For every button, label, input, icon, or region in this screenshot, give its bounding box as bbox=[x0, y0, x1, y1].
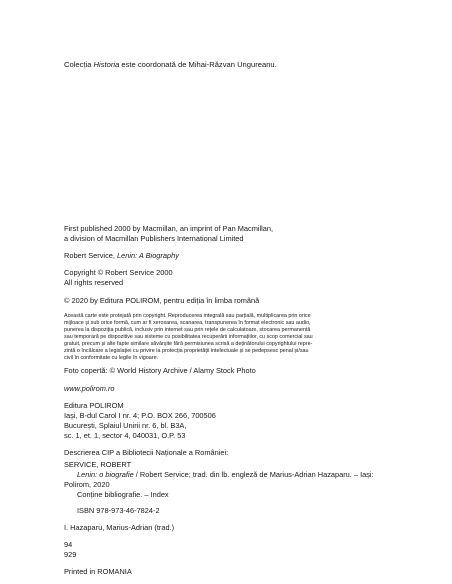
first-published-line-1: First published 2000 by Macmillan, an imprint of Pan Macmillan, bbox=[64, 224, 274, 233]
printed-in: Printed in ROMANIA bbox=[64, 567, 132, 576]
edition-notice: © 2020 by Editura POLIROM, pentru ediția în limba română bbox=[64, 296, 260, 305]
classification-1: 94 bbox=[64, 540, 73, 549]
original-author: Robert Service, bbox=[64, 251, 117, 260]
cip-description: / Robert Service; trad. din lb. engleză de Marius-Adrian Hazaparu. – Iași: bbox=[133, 470, 374, 479]
legal-notice-line: sau temporară pe dispozitive sau sisteme cu posibilitatea recuperării informațiilor, cu scop comercial sau bbox=[64, 334, 313, 340]
original-title: Lenin: A Biography bbox=[117, 251, 179, 260]
cip-contents: Conține bibliografie. – Index bbox=[77, 490, 169, 499]
legal-notice-line: mijloace și sub orice formă, cum ar fi xeroxarea, scanarea, transpunerea în format electronic sau audio, bbox=[64, 320, 311, 326]
cip-author: SERVICE, ROBERT bbox=[64, 460, 132, 469]
website-text: www.polirom.ro bbox=[64, 384, 115, 393]
series-name: Historia bbox=[93, 60, 120, 69]
first-published-line-2: a division of Macmillan Publishers International Limited bbox=[64, 234, 244, 243]
publisher-address-2: București, Splaiul Unirii nr. 6, bl. B3A, bbox=[64, 421, 187, 430]
cip-publisher-year: Polirom, 2020 bbox=[64, 480, 110, 489]
original-work bbox=[64, 251, 179, 260]
rights-reserved: All rights reserved bbox=[64, 278, 124, 287]
series-note-post: este coordonată de Mihai-Răzvan Ungureanu. bbox=[119, 60, 277, 69]
legal-notice-line: Această carte este protejată prin copyright. Reproducerea integrală sau parțială, multiplicarea prin orice bbox=[64, 313, 311, 319]
cover-photo-credit: Foto copertă: © World History Archive / Alamy Stock Photo bbox=[64, 366, 256, 375]
series-note-pre: Colecția bbox=[64, 60, 94, 69]
legal-notice-line: civil în conformitate cu legile în vigoare. bbox=[64, 355, 159, 361]
publisher-address-1: Iași, B-dul Carol I nr. 4; P.O. BOX 266, 700506 bbox=[64, 411, 216, 420]
cip-title-line bbox=[77, 470, 374, 479]
legal-notice-line: gratuit, precum și alte fapte similare săvârșite fără permisiunea scrisă a deținătorului copyrightului repre- bbox=[64, 341, 313, 347]
publisher-address-3: sc. 1, et. 1, sector 4, 040031, O.P. 53 bbox=[64, 431, 186, 440]
isbn: ISBN 978-973-46-7824-2 bbox=[77, 506, 160, 515]
series-coordinator-note bbox=[64, 60, 277, 69]
publisher-name: Editura POLIROM bbox=[64, 401, 124, 410]
copyright-line: Copyright © Robert Service 2000 bbox=[64, 268, 173, 277]
legal-notice-line: punerea la dispoziția publică, inclusiv prin internet sau prin rețele de calculatoare, stocarea permanentă bbox=[64, 327, 311, 333]
cip-title: Lenin: o biografie bbox=[77, 470, 134, 479]
publisher-website bbox=[64, 384, 115, 393]
classification-2: 929 bbox=[64, 550, 77, 559]
legal-notice-line: zintă o încălcare a legislației cu privire la protecția proprietății intelectuale și se pedepsesc penal și/sau bbox=[64, 348, 309, 354]
translator-entry: I. Hazaparu, Marius-Adrian (trad.) bbox=[64, 523, 175, 532]
cip-heading: Descrierea CIP a Bibliotecii Naționale a României: bbox=[64, 448, 229, 457]
